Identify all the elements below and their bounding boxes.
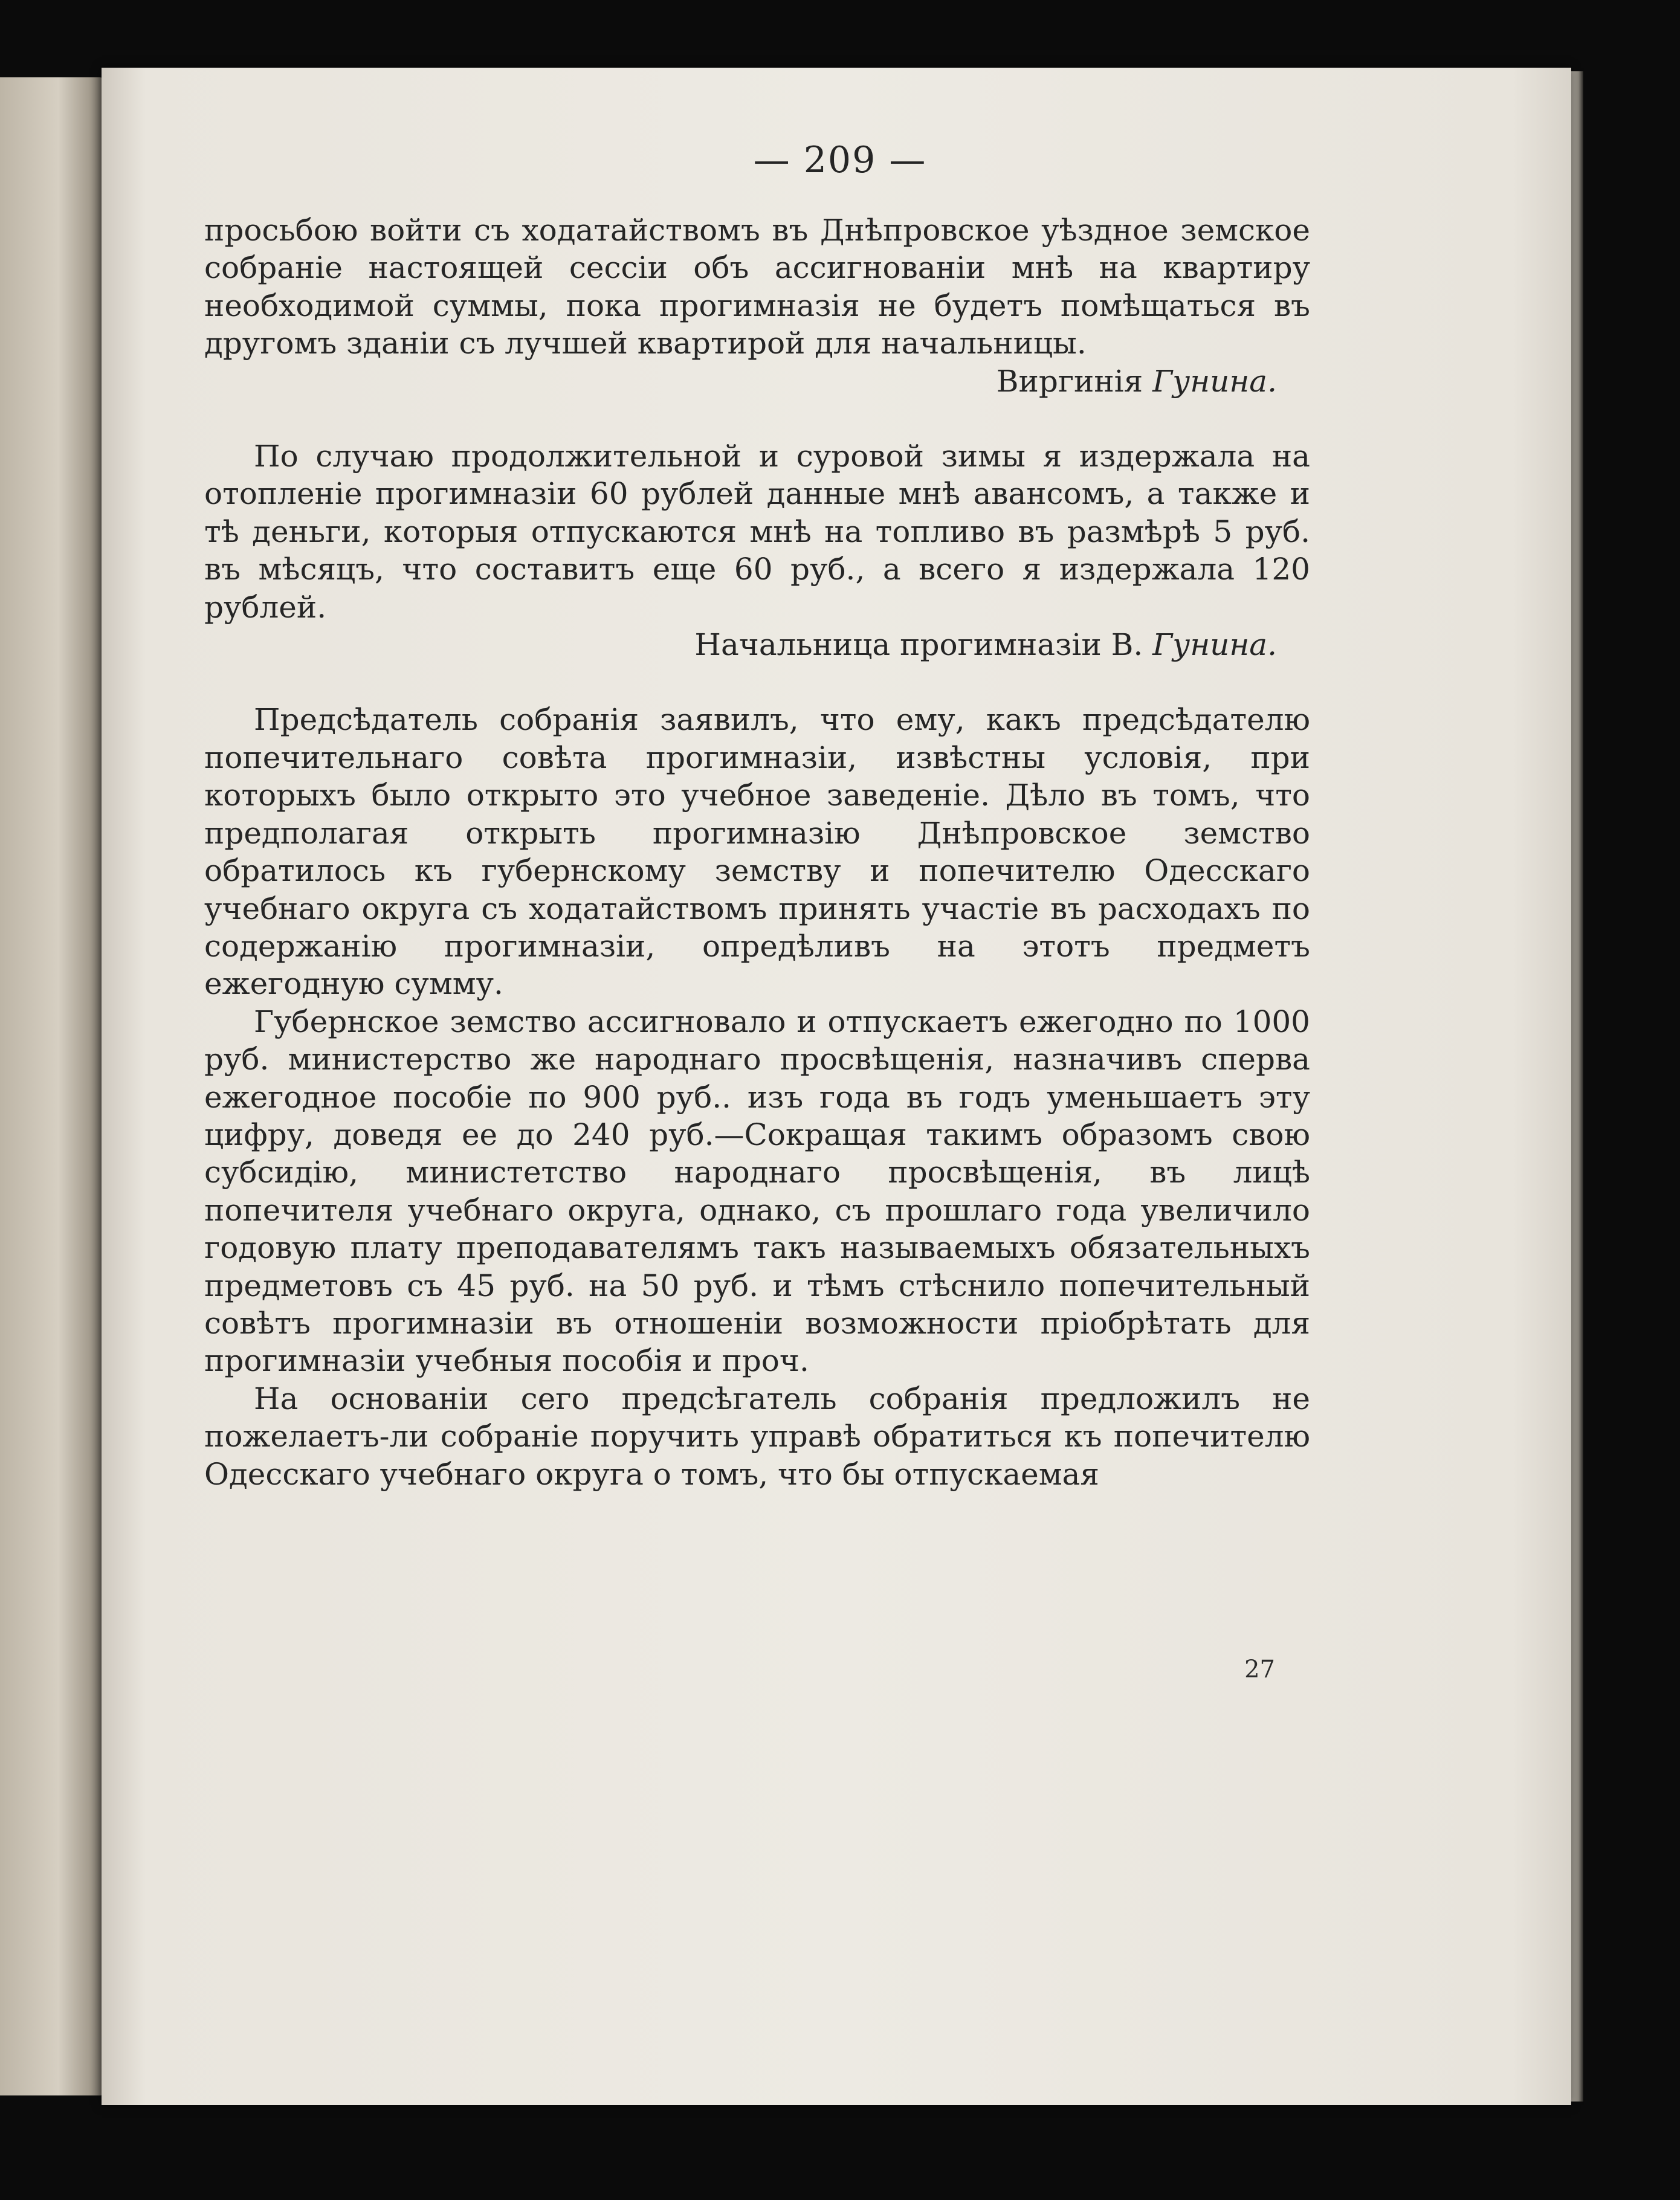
paragraph-1: просьбою войти съ ходатайствомъ въ Днѣпровское уѣздное земское собраніе настоящей сессіи объ ассигнованіи мнѣ на квартиру необходимой суммы, пока прогимназія не будетъ помѣщаться въ другомъ зданіи съ лучшей квартирой для начальницы. [204,213,1310,361]
signature-mark: 27 [1244,1656,1275,1683]
paragraph-3: Предсѣдатель собранія заявилъ, что ему, какъ предсѣдателю попечительнаго совѣта прогимназіи, извѣстны условія, при которыхъ было открыто это учебное заведеніе. Дѣло въ томъ, что предполагая открыть прогимназію Днѣпровское земство обратилось къ губернскому земству и попечителю Одесскаго учебнаго округа съ ходатайствомъ принять участіе въ расходахъ по содержанію прогимназіи, опредѣливъ на этотъ предметъ ежегодную сумму. [204,702,1310,1002]
page-number: — 209 — [753,139,927,181]
section-gap [204,663,1310,701]
signature-1-surname: Гунина. [1152,363,1277,399]
page-stack-edge [1571,71,1583,2102]
signature-2 [204,626,1310,663]
paragraph-5: На основаніи сего предсѣгатель собранія предложилъ не пожелаетъ-ли собраніе поручить управѣ обратиться къ попечителю Одесскаго учебнаго округа о томъ, что бы отпускаемая [204,1381,1310,1492]
section-gap [204,400,1310,437]
paragraph-2: По случаю продолжительной и суровой зимы я издержала на отопленіе прогимназіи 60 рублей данные мнѣ авансомъ, а также и тѣ деньги, которыя отпускаются мнѣ на топливо въ размѣрѣ 5 руб. въ мѣсяцъ, что составитъ еще 60 руб., а всего я издержала 120 рублей. [204,439,1310,625]
signature-2-surname: Гунина. [1152,627,1277,663]
page-body [204,211,1310,1493]
signature-2-title: Начальница прогимназіи В. [694,627,1153,663]
paragraph-4: Губернское земство ассигновало и отпускаетъ ежегодно по 1000 руб. министерство же народнаго просвѣщенія, назначивъ сперва ежегодное пособіе по 900 руб.. изъ года въ годъ уменьшаетъ эту цифру, доведя ее до 240 руб.—Сокращая такимъ образомъ свою субсидію, министетство народнаго просвѣщенія, въ лицѣ попечителя учебнаго округа, однако, съ прошлаго года увеличило годовую плату преподавателямъ такъ называемыхъ обязательныхъ предметовъ съ 45 руб. на 50 руб. и тѣмъ стѣснило попечительный совѣтъ прогимназіи въ отношеніи возможности пріобрѣтать для прогимназіи учебныя пособія и проч. [204,1004,1310,1379]
previous-page-edge [0,77,106,2095]
signature-1 [204,363,1310,400]
signature-1-first-name: Виргинія [996,363,1153,399]
